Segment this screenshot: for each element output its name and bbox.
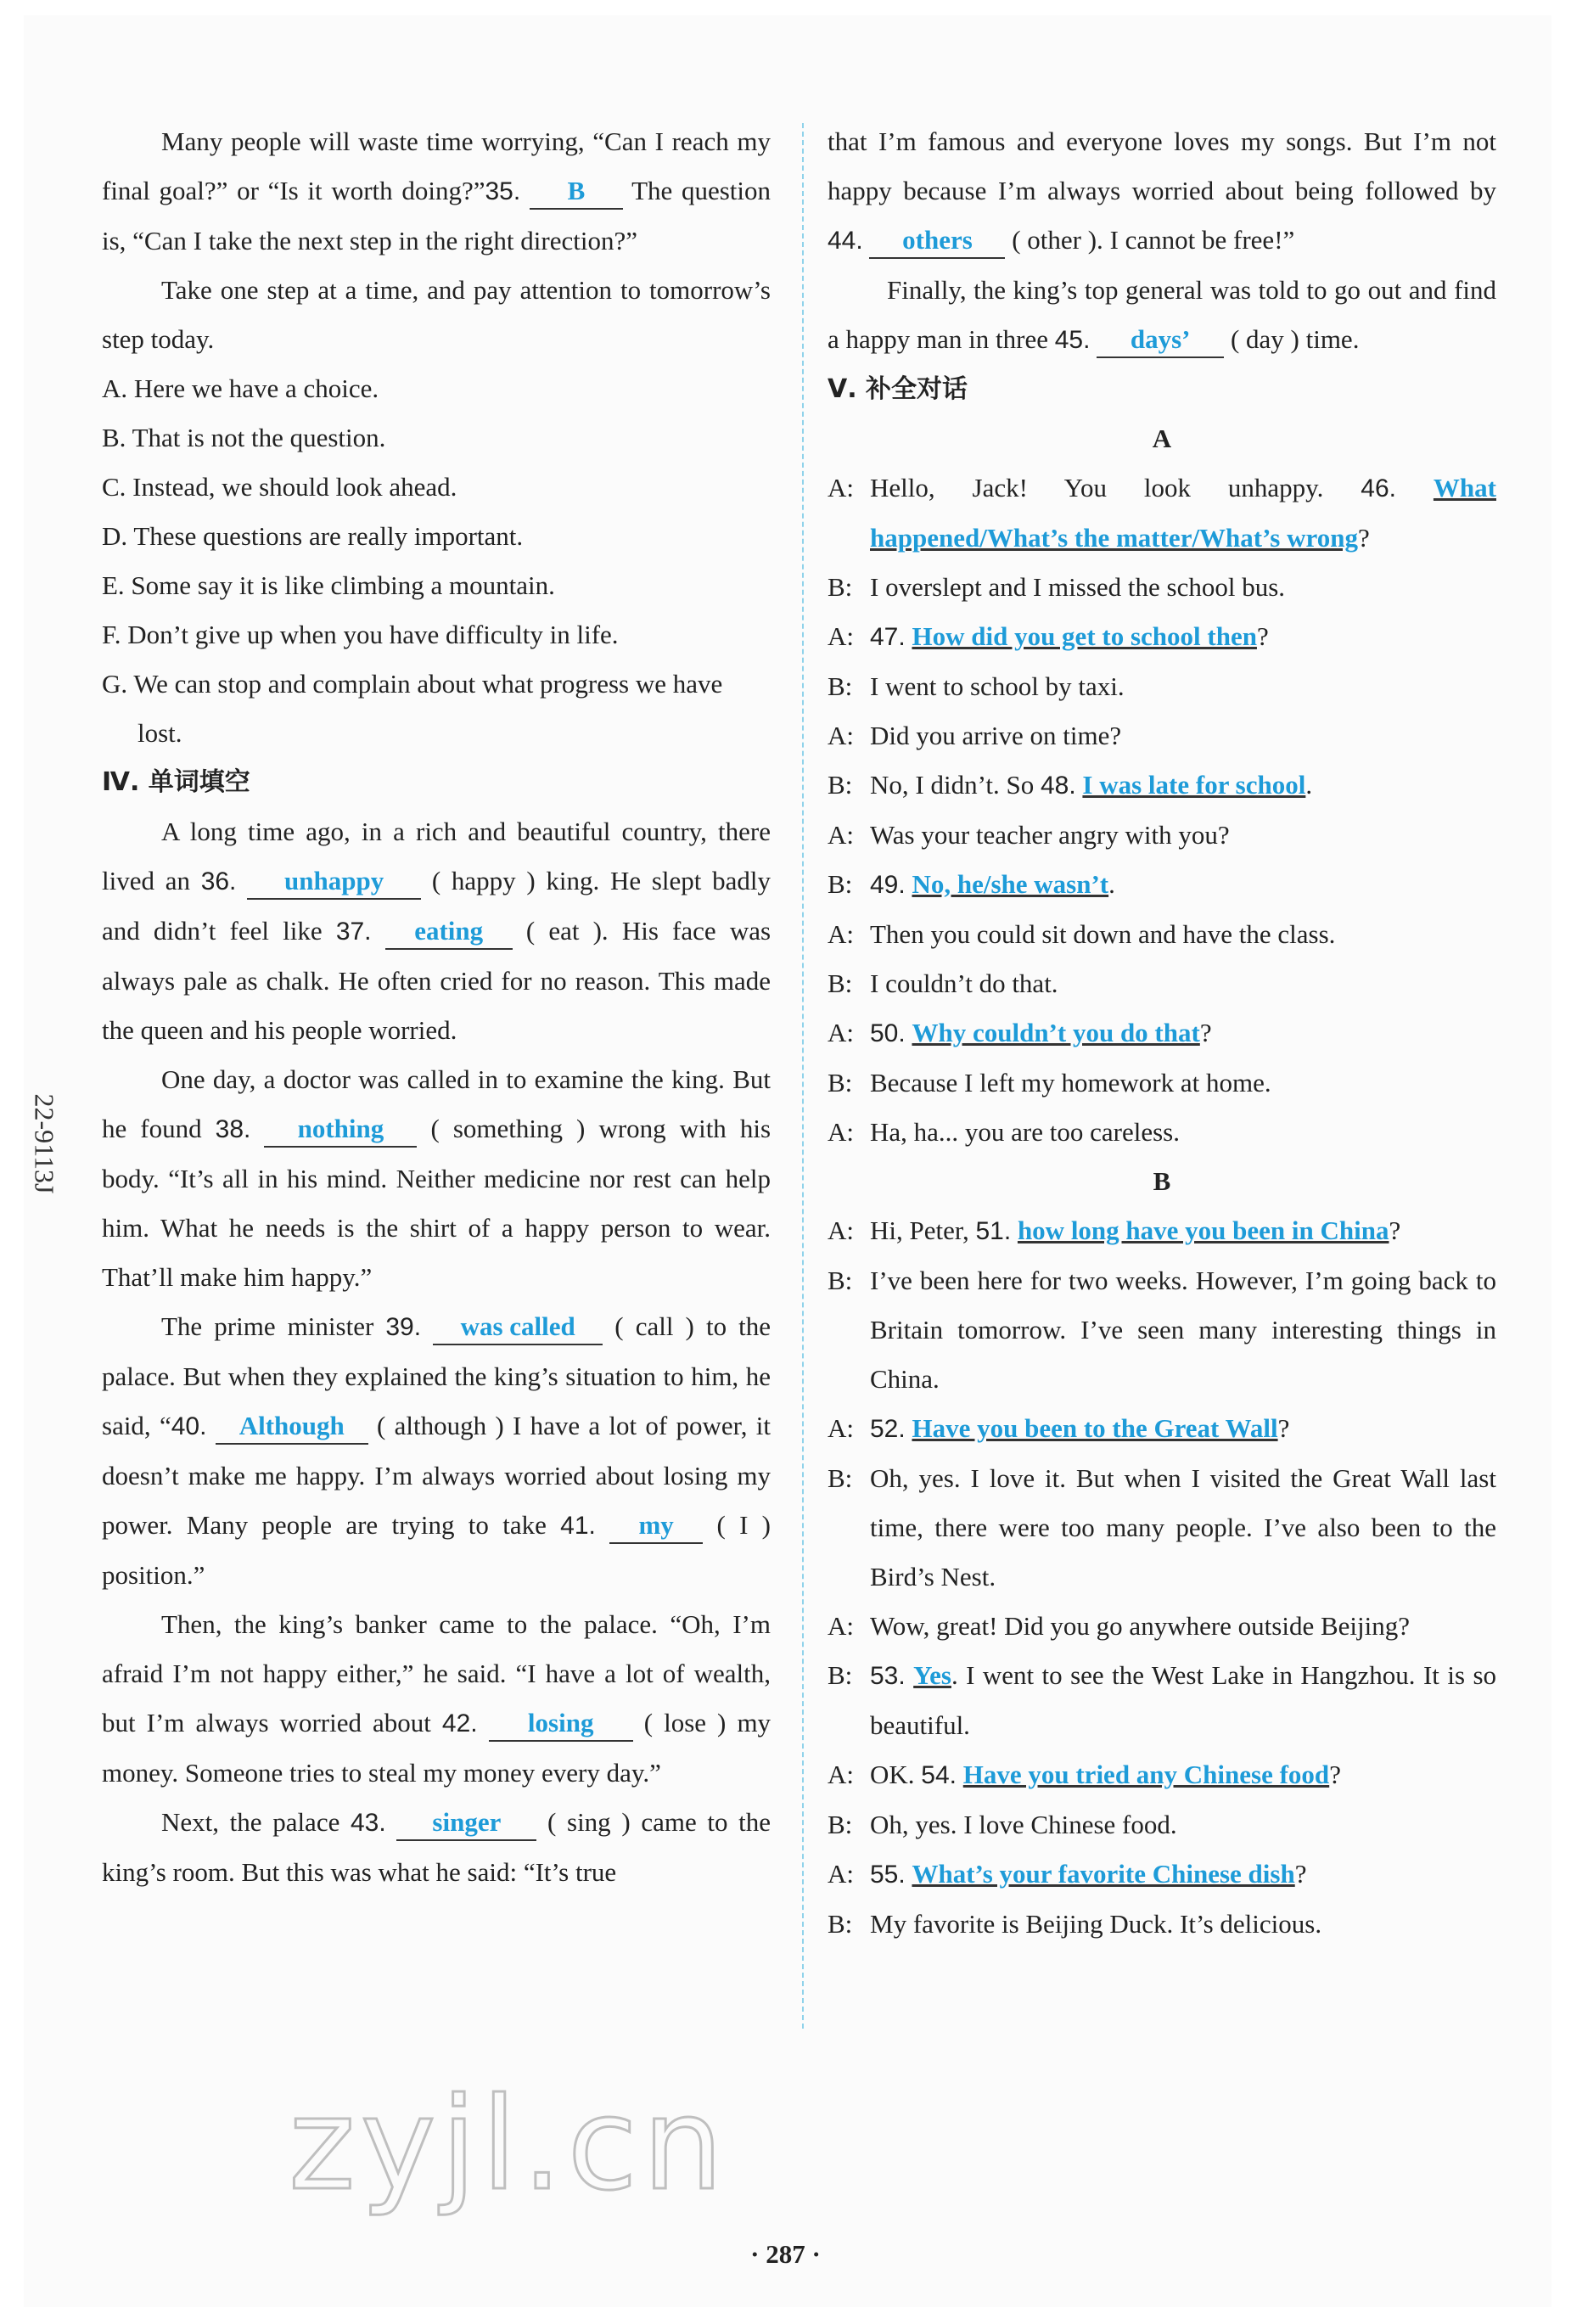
dialog-answer: how long have you been in China: [1017, 1215, 1389, 1245]
dialog-text: [870, 612, 1496, 662]
dialog-text: [870, 1058, 1496, 1108]
dialog-text-before: My favorite is Beijing Duck. It’s delicious.: [870, 1909, 1322, 1939]
question-number: 48.: [1040, 772, 1076, 800]
q41-number: 41.: [560, 1512, 596, 1540]
q36-answer: unhappy: [247, 864, 421, 900]
story-text: Finally, the king’s top general was told to go out and find a happy man in three: [828, 275, 1496, 354]
paragraph-next-step: Take one step at a time, and pay attention to tomorrow’s step today.: [102, 275, 771, 354]
dialog-text: [870, 959, 1496, 1008]
dialog-b-line: [828, 1900, 1496, 1949]
paragraph-q35: [102, 117, 771, 266]
story-paragraph-5: [102, 1798, 771, 1897]
dialog-text-after: ?: [1277, 1413, 1290, 1443]
dialog-text: [870, 563, 1496, 612]
speaker-label: A:: [828, 473, 854, 502]
speaker-label: B:: [828, 572, 853, 602]
option-a: A. Here we have a choice.: [102, 373, 379, 403]
section-5-title: Ⅴ. 补全对话: [828, 374, 968, 404]
speaker-label: B:: [828, 1266, 853, 1295]
dialog-text-before: Oh, yes. I love Chinese food.: [870, 1810, 1177, 1839]
dialog-answer: I was late for school: [1082, 770, 1306, 800]
option-e: E. Some say it is like climbing a mountain.: [102, 570, 555, 600]
right-column: [828, 117, 1496, 1949]
option-c: C. Instead, we should look ahead.: [102, 472, 457, 502]
dialog-a-line: [828, 563, 1496, 612]
dialog-answer: Have you tried any Chinese food: [962, 1760, 1330, 1789]
q35-answer: B: [530, 174, 623, 210]
story-paragraph-6: [828, 117, 1496, 266]
dialog-text: [870, 1108, 1496, 1157]
story-paragraph-2: [102, 1055, 771, 1302]
story-paragraph-3: [102, 1302, 771, 1600]
dialog-text-after: ?: [1329, 1760, 1341, 1789]
dialog-b-line: [828, 1602, 1496, 1651]
story-text: position.”: [102, 1560, 205, 1590]
q37-answer: eating: [385, 914, 513, 950]
speaker-label: B:: [828, 671, 853, 701]
dialog-a-line: [828, 860, 1496, 910]
watermark-logo: zyjl.cn: [289, 2071, 729, 2219]
speaker-label: B:: [828, 1909, 853, 1939]
q37-number: 37.: [335, 918, 372, 946]
speaker-label: A:: [828, 621, 854, 651]
question-number: 55.: [870, 1861, 906, 1889]
option-b: B. That is not the question.: [102, 423, 386, 452]
dialog-a-line: [828, 612, 1496, 662]
dialog-b-line: [828, 1256, 1496, 1404]
dialog-text-before: I overslept and I missed the school bus.: [870, 572, 1286, 602]
left-column: [102, 117, 771, 1897]
q37-hint: ( eat ).: [525, 916, 609, 946]
dialog-text: [870, 1651, 1496, 1750]
q45-answer: days’: [1097, 323, 1224, 358]
dialog-text-before: I’ve been here for two weeks. However, I’m going back to Britain tomorrow. I’ve seen many interesting things in China.: [870, 1266, 1496, 1394]
speaker-label: A:: [828, 1215, 854, 1245]
dialog-text: [870, 761, 1496, 811]
story-text: The prime minister: [161, 1311, 374, 1341]
dialog-text: [870, 1404, 1496, 1454]
option-d: D. These questions are really important.: [102, 521, 524, 551]
question-number: 47.: [870, 623, 906, 651]
q35-number: 35.: [485, 177, 521, 205]
dialog-text-after: ?: [1389, 1215, 1401, 1245]
speaker-label: B:: [828, 1810, 853, 1839]
dialog-text-before: Oh, yes. I love it. But when I visited the Great Wall last time, there were too many people. I’ve also been to the Bird’s Nest.: [870, 1463, 1496, 1591]
q43-hint: ( sing ): [547, 1807, 631, 1837]
q40-answer: Although: [216, 1409, 368, 1445]
dialog-answer: No, he/she wasn’t: [912, 869, 1109, 899]
question-number: 54.: [921, 1761, 957, 1789]
speaker-label: A:: [828, 1611, 854, 1641]
story-text: Next, the palace: [161, 1807, 340, 1837]
q45-number: 45.: [1054, 326, 1091, 354]
dialog-answer: Have you been to the Great Wall: [912, 1413, 1278, 1443]
dialog-text: [870, 811, 1496, 860]
speaker-label: A:: [828, 1018, 854, 1047]
dialog-text-after: ?: [1199, 1018, 1212, 1047]
q41-answer: my: [609, 1508, 703, 1544]
dialog-text-before: OK.: [870, 1760, 915, 1789]
dialog-a-line: [828, 761, 1496, 811]
dialog-text-before: Ha, ha... you are too careless.: [870, 1117, 1180, 1147]
q38-answer: nothing: [264, 1112, 417, 1148]
q42-number: 42.: [441, 1709, 478, 1737]
dialog-text-before: No, I didn’t. So: [870, 770, 1035, 800]
dialog-text: [870, 463, 1496, 563]
dialog-text: [870, 1750, 1496, 1800]
story-text: wrong with his body. “It’s all in his mind. Neither medicine nor rest can help him. What he needs is the shirt of a happy person to wear. That’ll make him happy.”: [102, 1114, 771, 1292]
dialog-b-line: [828, 1404, 1496, 1454]
dialog-b: [828, 1206, 1496, 1949]
dialog-text-before: Then you could sit down and have the class.: [870, 919, 1336, 949]
q39-answer: was called: [433, 1310, 603, 1345]
speaker-label: A:: [828, 721, 854, 750]
dialog-text-before: Hi, Peter,: [870, 1215, 969, 1245]
q43-answer: singer: [396, 1805, 536, 1841]
story-paragraph-4: [102, 1600, 771, 1798]
dialog-a: [828, 463, 1496, 1157]
story-text: my money. Someone tries to steal my money every day.”: [102, 1708, 771, 1788]
dialog-a-line: [828, 711, 1496, 761]
story-text: I cannot be free!”: [1109, 225, 1295, 255]
speaker-label: A:: [828, 1859, 854, 1889]
dialog-text-before: I couldn’t do that.: [870, 968, 1058, 998]
option-g: G. We can stop and complain about what progress we have lost.: [102, 669, 723, 748]
dialog-b-label: B: [1153, 1166, 1171, 1196]
speaker-label: B:: [828, 1660, 853, 1690]
q41-hint: ( I ): [716, 1510, 771, 1540]
dialog-a-line: [828, 1008, 1496, 1058]
dialog-text: [870, 1900, 1496, 1949]
q43-number: 43.: [351, 1809, 386, 1837]
story-text: came to the king’s room. But this was what he said: “It’s true: [102, 1807, 771, 1887]
q36-hint: ( happy ): [431, 866, 536, 895]
speaker-label: B:: [828, 770, 853, 800]
story-text: I have a lot of power, it doesn’t make me happy. I’m always worried about losing my power. Many people are trying to take: [102, 1411, 771, 1540]
q44-hint: ( other ).: [1012, 225, 1103, 255]
dialog-b-line: [828, 1206, 1496, 1256]
dialog-text: [870, 1602, 1496, 1651]
dialog-b-line: [828, 1651, 1496, 1750]
dialog-text-before: Because I left my homework at home.: [870, 1068, 1271, 1097]
story-paragraph-1: [102, 807, 771, 1055]
dialog-answer: What’s your favorite Chinese dish: [912, 1859, 1295, 1889]
q38-number: 38.: [215, 1115, 251, 1143]
options-list: [102, 364, 771, 758]
speaker-label: A:: [828, 820, 854, 850]
page-number: · 287 ·: [750, 2239, 821, 2269]
q38-hint: ( something ): [430, 1114, 586, 1143]
dialog-text: [870, 1008, 1496, 1058]
dialog-answer: What happened/What’s the matter/What’s wrong: [870, 473, 1496, 553]
dialog-text-after: ?: [1357, 523, 1370, 553]
story-text: that I’m famous and everyone loves my songs. But I’m not happy because I’m always worried about being followed by: [828, 126, 1496, 205]
speaker-label: B:: [828, 968, 853, 998]
dialog-text-after: ?: [1294, 1859, 1307, 1889]
dialog-text-after: .: [1305, 770, 1313, 800]
dialog-text-before: I went to school by taxi.: [870, 671, 1125, 701]
dialog-text-after: . I went to see the West Lake in Hangzhou. It is so beautiful.: [870, 1660, 1497, 1740]
dialog-text-before: Was your teacher angry with you?: [870, 820, 1230, 850]
q35-text-after: The question is, “Can I take the next step in the right direction?”: [102, 176, 771, 255]
dialog-text-before: Did you arrive on time?: [870, 721, 1122, 750]
dialog-a-label: A: [1152, 424, 1172, 453]
q42-hint: ( lose ): [643, 1708, 727, 1737]
dialog-text-before: Wow, great! Did you go anywhere outside Beijing?: [870, 1611, 1410, 1641]
story-text: His face was always pale as chalk. He often cried for no reason. This made the queen and his people worried.: [102, 916, 771, 1045]
dialog-text: [870, 910, 1496, 959]
dialog-a-line: [828, 811, 1496, 860]
dialog-text: [870, 1454, 1496, 1602]
story-text: to the palace. But when they explained the king’s situation to him, he said, “: [102, 1311, 771, 1440]
dialog-b-line: [828, 1454, 1496, 1602]
q42-answer: losing: [489, 1706, 633, 1742]
dialog-text: [870, 711, 1496, 761]
q45-hint: ( day ): [1230, 324, 1299, 354]
question-number: 53.: [870, 1662, 906, 1690]
dialog-a-line: [828, 1108, 1496, 1157]
q44-answer: others: [869, 223, 1005, 259]
question-number: 46.: [1361, 474, 1397, 502]
story-paragraph-7: [828, 266, 1496, 365]
dialog-text: [870, 860, 1496, 910]
dialog-text: [870, 662, 1496, 711]
q40-number: 40.: [171, 1412, 207, 1440]
dialog-text-after: ?: [1256, 621, 1269, 651]
dialog-a-line: [828, 463, 1496, 563]
side-code: 22-9113J: [29, 1093, 60, 1194]
q39-number: 39.: [385, 1313, 422, 1341]
q39-hint: ( call ): [614, 1311, 694, 1341]
question-number: 51.: [975, 1217, 1012, 1245]
dialog-b-line: [828, 1750, 1496, 1800]
story-text: A long time ago, in a rich and beautiful country, there lived an: [102, 817, 771, 895]
q40-hint: ( although ): [377, 1411, 504, 1440]
speaker-label: B:: [828, 1463, 853, 1493]
question-number: 50.: [870, 1019, 906, 1047]
dialog-answer: How did you get to school then: [912, 621, 1257, 651]
q35-text: Many people will waste time worrying, “Can I reach my final goal?” or “Is it worth doing?”: [102, 126, 771, 205]
dialog-answer: Yes: [913, 1660, 951, 1690]
question-number: 49.: [870, 871, 906, 899]
dialog-text-after: .: [1108, 869, 1115, 899]
question-number: 52.: [870, 1415, 906, 1443]
speaker-label: A:: [828, 1760, 854, 1789]
speaker-label: A:: [828, 1117, 854, 1147]
option-f: F. Don’t give up when you have difficulty in life.: [102, 620, 619, 649]
dialog-a-line: [828, 662, 1496, 711]
column-divider: [802, 123, 804, 2029]
story-text: One day, a doctor was called in to examine the king. But he found: [102, 1064, 771, 1143]
speaker-label: B:: [828, 1068, 853, 1097]
dialog-answer: Why couldn’t you do that: [912, 1018, 1200, 1047]
speaker-label: A:: [828, 1413, 854, 1443]
dialog-text: [870, 1800, 1496, 1850]
story-text: time.: [1305, 324, 1360, 354]
q36-number: 36.: [200, 867, 237, 895]
q44-number: 44.: [828, 227, 863, 255]
dialog-a-line: [828, 959, 1496, 1008]
dialog-text: [870, 1206, 1496, 1256]
speaker-label: B:: [828, 869, 853, 899]
dialog-text: [870, 1850, 1496, 1900]
dialog-text-before: Hello, Jack! You look unhappy.: [870, 473, 1324, 502]
speaker-label: A:: [828, 919, 854, 949]
dialog-a-line: [828, 910, 1496, 959]
story-text: king. He slept badly and didn’t feel like: [102, 866, 771, 946]
story-text: Then, the king’s banker came to the palace. “Oh, I’m afraid I’m not happy either,” he said. “I have a lot of wealth, but I’m always worried about: [102, 1609, 771, 1737]
dialog-b-line: [828, 1850, 1496, 1900]
dialog-b-line: [828, 1800, 1496, 1850]
dialog-text: [870, 1256, 1496, 1404]
dialog-a-line: [828, 1058, 1496, 1108]
section-4-title: Ⅳ. 单词填空: [102, 767, 250, 797]
